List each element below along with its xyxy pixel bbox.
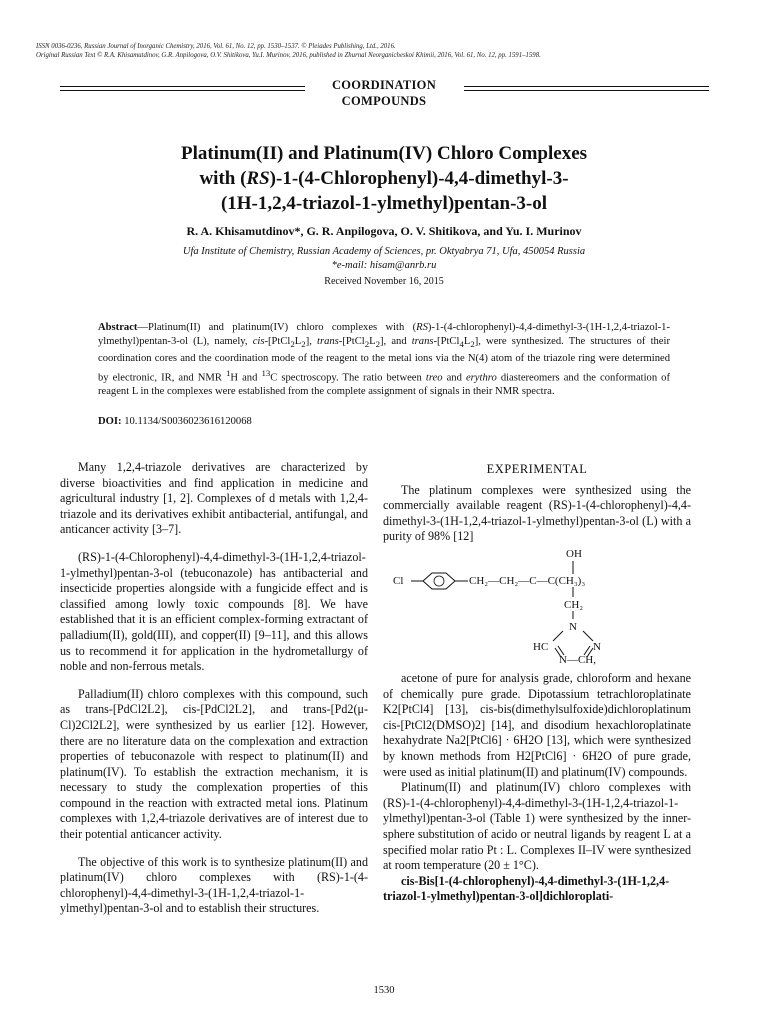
abstract-text: —Platinum(II) and platinum(IV) chloro complexes with ( [137,322,417,333]
paragraph: The objective of this work is to synthesize platinum(II) and platinum(IV) chloro complexes with (RS)-1-(4-chlorophenyl)-4,4-dimethyl-3-(1H-1,2,4-triazol-1-ylmethyl)pentan-3-ol and to establish their structures. [60,854,368,916]
abstract-text: erythro [465,372,497,384]
abstract-text: diastereomers and the conformation of reagent L in the complexes were established from the complete assignment of signals in their NMR spectra. [98,372,671,398]
abstract-text: L [369,336,376,348]
formula-chain: CH₂—CH₂—C—C(CH₃)₃ [469,574,586,587]
email[interactable]: *e-mail: hisam@anrb.ru [331,260,437,271]
abstract-text: L [463,336,471,348]
formula-cl: Cl [393,574,404,587]
abstract-text: -[PtCl [433,336,460,348]
title-part: )-1-(4-Chlorophenyl)-4,4-dimethyl-3- [269,168,569,189]
right-column [383,462,691,905]
authors: R. A. Khisamutdinov*, G. R. Anpilogova, O. V. Shitikova, and Yu. I. Murinov [186,224,582,238]
formula-hc: HC [533,640,549,653]
section-rule-right [464,86,709,91]
abstract-text: )-1-(4-chlorophenyl)-4,4-dimethyl-3-(1H-1,2,4-triazol-1-ylmethyl)pentan-3-ol (L), namely, [98,322,670,348]
structural-formula [383,547,691,665]
abstract-text: trans [317,336,339,348]
formula-n1: N [569,620,577,633]
formula-n2: N [593,640,601,653]
section-heading-1: COORDINATION [331,78,437,92]
abstract-text: L [294,336,302,348]
formula-oh: OH [566,547,582,560]
section-rule-left [60,86,305,91]
paragraph: The platinum complexes were synthesized using the commercially available reagent (RS)-1-(4-chlorophenyl)-4,4-dimethyl-3-(1H-1,2,4-triazol-1-ylmethyl)pentan-3-ol (L) with a purity of 98% [12] [383,482,691,544]
title-line-2 [80,166,688,191]
abstract-label: Abstract [98,322,138,333]
formula-ch2: CH₂ [564,598,584,611]
doi-label: DOI: [98,416,122,427]
paragraph: (RS)-1-(4-Chlorophenyl)-4,4-dimethyl-3-(1H-1,2,4-triazol-1-ylmethyl)pentan-3-ol (tebuconazole) has antibacterial and insecticide properties alongside with a fungicide effect and is classified among lowly toxic compounds [8]. We have established that it is an efficient complex-forming extractant of palladium(II), gold(III), and copper(II) [9–11], and this allows us to recommend it for application in the hydrometallurgy of noble and non-ferrous metals. [60,549,368,674]
formula-nch: N—CH, [559,653,596,666]
doi [98,416,252,427]
abstract-text: and [442,372,466,384]
section-heading-2: COMPOUNDS [341,94,427,108]
paragraph: Platinum(II) and platinum(IV) chloro complexes with (RS)-1-(4-chlorophenyl)-4,4-dimethyl-3-(1H-1,2,4-triazol-1-ylmethyl)pentan-3-ol (Table 1) were synthesized by the inner-sphere substitution of acido or neutral ligands by reagent L at a specified molar ratio Pt : L. Complexes II–IV were synthesized at room temperature (20 ± 1°C). [383,780,691,873]
paper-title [80,141,688,216]
abstract-text: ], and [380,336,412,348]
paragraph-compound: cis-Bis[1-(4-chlorophenyl)-4,4-dimethyl-3-(1H-1,2,4-triazol-1-ylmethyl)pentan-3-ol]dichloroplati- [383,873,670,904]
title-line-1: Platinum(II) and Platinum(IV) Chloro Complexes [180,143,588,164]
paragraph: Palladium(II) chloro complexes with this compound, such as trans-[PdCl2L2], cis-[PdCl2L2], and trans-[Pd2(μ-Cl)2Cl2L2], were synthesized by us earlier [12]. However, there are no literature data on the complexation and extraction properties of tebuconazole with respect to platinum(II) and platinum(IV). To establish the extraction mechanism, it is necessary to study the complexation properties of this compound in the reaction with extracted metal ions. Platinum complexes with 1,2,4-triazole derivatives are of interest due to their potential anticancer activity. [60,686,368,842]
title-line-3: (1H-1,2,4-triazol-1-ylmethyl)pentan-3-ol [220,193,548,214]
left-column [60,460,368,929]
abstract-text: -[PtCl [338,336,365,348]
abstract-text: treo [425,372,443,384]
title-part: with ( [199,168,247,189]
header-line-2: Original Russian Text © R.A. Khisamutdinov, G.R. Anpilogova, O.V. Shitikova, Yu.I. Murinov, 2016, published in Zhurnal Neorganicheskoi Khimii, 2016, Vol. 61, No. 12, pp. 1591–1598. [36,52,541,59]
header-line-1: ISSN 0036-0236, Russian Journal of Inorganic Chemistry, 2016, Vol. 61, No. 12, pp. 1530–1537. © Pleiades Publishing, Ltd., 2016. [36,43,396,50]
abstract: Abstract—Platinum(II) and platinum(IV) chloro complexes with (RS)-1-(4-chlorophenyl)-4,4-dimethyl-3-(1H-1,2,4-triazol-1-ylmethyl)pentan-3-ol (L), namely, cis-$[PtCl_2L_2]$, trans-$[PtCl_2L_2]$, and trans-$[PtCl_4L_2]$, were synthesized. The structures of their coordination cores and the coordination mode of the reagent to the metal ions via the N(4) atom of the triazole ring were determined by electronic, IR, and NMR $^1$H and $^{13}$C spectroscopy. The ratio between treo and erythro diastereomers and the conformation of reagent L in the complexes were established from the complete assignment of signals in their NMR spectra. [98,322,671,398]
abstract-text: cis [252,336,265,348]
abstract-text: -[PtCl [264,336,291,348]
page-number: 1530 [373,985,395,996]
doi-link[interactable]: 10.1134/S0036023616120068 [124,416,252,427]
abstract-text: H and [230,372,262,384]
affiliation-block [0,245,768,273]
experimental-heading: EXPERIMENTAL [486,462,588,476]
title-stereo: RS [246,168,270,189]
affiliation: Ufa Institute of Chemistry, Russian Academy of Sciences, pr. Oktyabrya 71, Ufa, 450054 Russia [182,246,586,257]
abstract-text: RS [416,322,428,333]
abstract-text: trans [411,336,434,348]
abstract-text: C spectroscopy. The ratio between [270,372,426,384]
abstract-text: ], were synthesized. The structures of their coordination cores and the coordination mode of the reagent to the metal ions via the N(4) atom of the triazole ring were determined by electronic, IR, and NMR [98,336,670,384]
abstract-text: ], [305,336,317,348]
received-date: Received November 16, 2015 [324,276,444,287]
paragraph: acetone of pure for analysis grade, chloroform and hexane of chemically pure grade. Dipotassium tetrachloroplatinate K2[PtCl4] [13], cis-bis(dimethylsulfoxide)dichloroplatinum cis-[PtCl2(DMSO)2] [14], and disodium hexachloroplatinate hexahydrate Na2[PtCl6] · 6H2O [13], which were synthesized by known methods from H2[PtCl6] · 6H2O of pure grade, were used as initial platinum(II) and platinum(IV) compounds. [383,670,691,779]
paragraph: Many 1,2,4-triazole derivatives are characterized by diverse bioactivities and find application in medicine and agricultural industry [1, 2]. Complexes of d metals with 1,2,4-triazole and its derivatives exhibit antibacterial, antifungal, and anticancer activity [3–7]. [60,460,368,537]
journal-header [36,42,736,60]
